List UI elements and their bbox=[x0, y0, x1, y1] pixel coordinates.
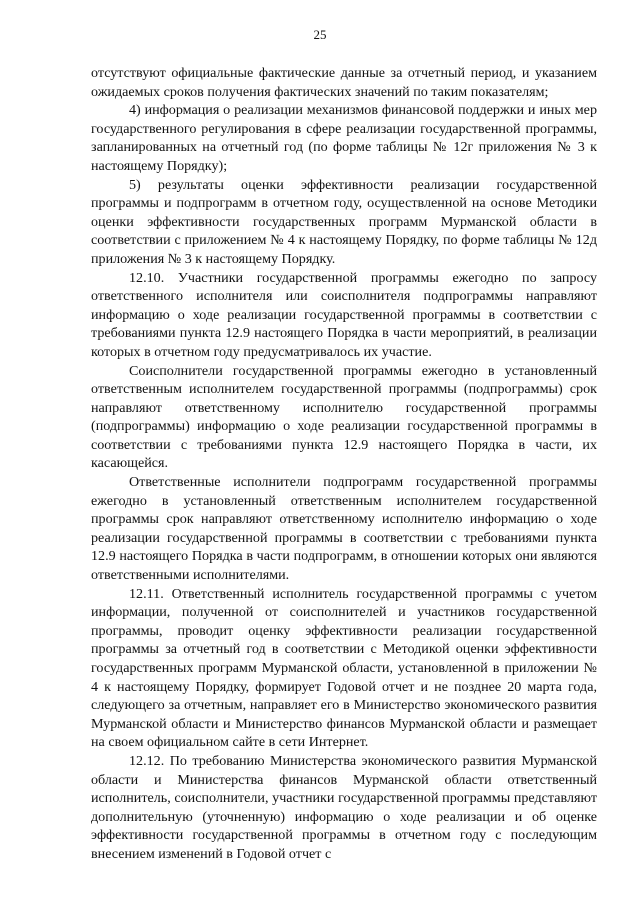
page-number: 25 bbox=[313, 27, 327, 42]
paragraph-subprogram-executors: Ответственные исполнители подпрограмм государственной программы ежегодно в установленный ответственным исполнителем государственной программы срок направляют ответственному исполнителю информацию о ходе реализации государственной программы в соответствии с требованиями пункта 12.9 настоящего Порядка в части подпрограмм, в отношении которых они являются ответственными исполнителями. bbox=[91, 474, 597, 584]
paragraph-12-10: 12.10. Участники государственной программы ежегодно по запросу ответственного исполнителя или соисполнителя подпрограммы направляют информацию о ходе реализации государственной программы в соответствии с требованиями пункта 12.9 настоящего Порядка в части мероприятий, в реализации которых в отчетном году предусматривалось их участие. bbox=[91, 269, 597, 360]
paragraph-continuation: отсутствуют официальные фактические данные за отчетный период, и указанием ожидаемых сроков получения фактических значений по таким показателям; bbox=[91, 65, 597, 100]
paragraph-12-12: 12.12. По требованию Министерства экономического развития Мурманской области и Министерства финансов Мурманской области ответственный исполнитель, соисполнители, участники государственной программы представляют дополнительную (уточненную) информацию о ходе реализации и об оценке эффективности государственной программы в отчетном году с последующим внесением изменений в Годовой отчет с bbox=[91, 752, 597, 862]
paragraph-item-5: 5) результаты оценки эффективности реализации государственной программы и подпрограмм в отчетном году, осуществленной на основе Методики оценки эффективности государственных программ Мурманской области в соответствии с приложением № 4 к настоящему Порядку, по форме таблицы № 12д приложения № 3 к настоящему Порядку. bbox=[91, 176, 597, 267]
paragraph-coexecutors: Соисполнители государственной программы ежегодно в установленный ответственным исполнителем государственной программы (подпрограммы) срок направляют ответственному исполнителю государственной программы (подпрограммы) информацию о ходе реализации государственной программы в соответствии с требованиями пункта 12.9 настоящего Порядка в части, их касающейся. bbox=[91, 362, 597, 472]
paragraph-12-11: 12.11. Ответственный исполнитель государственной программы с учетом информации, полученной от соисполнителей и участников государственной программы, проводит оценку эффективности реализации государственной программы за отчетный год в соответствии с Методикой оценки эффективности государственных программ Мурманской области, установленной в приложении № 4 к настоящему Порядку, формирует Годовой отчет и не позднее 20 марта года, следующего за отчетным, направляет его в Министерство экономического развития Мурманской области и Министерство финансов Мурманской области и размещает на своем официальном сайте в сети Интернет. bbox=[91, 585, 597, 751]
paragraph-item-4: 4) информация о реализации механизмов финансовой поддержки и иных мер государственного регулирования в сфере реализации государственной программы, запланированных на отчетный год (по форме таблицы № 12г приложения № 3 к настоящему Порядку); bbox=[91, 102, 597, 174]
document-body bbox=[91, 64, 597, 864]
